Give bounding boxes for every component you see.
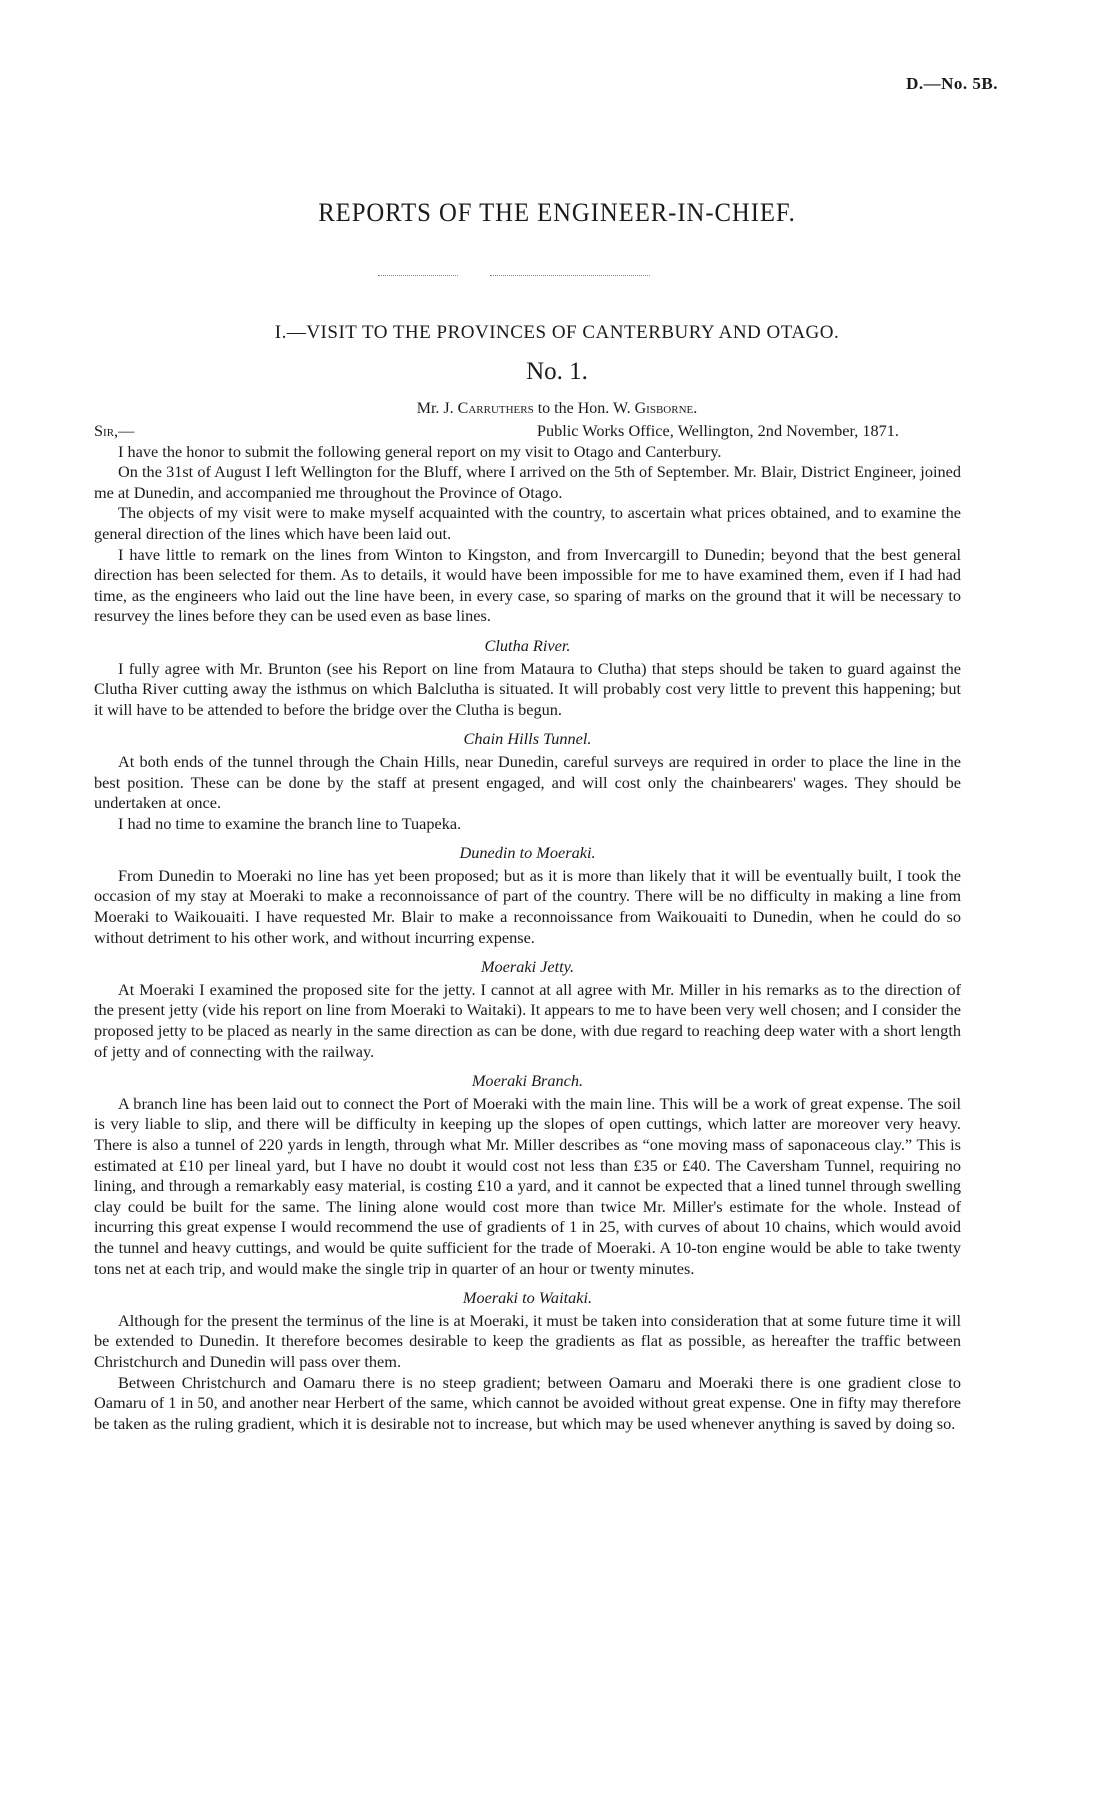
section-heading: Clutha River.	[484, 635, 571, 655]
paragraph: Although for the present the terminus of the line is at Moeraki, it must be taken into consideration that at some future time it will be extended to Dunedin. It therefore becomes desirable to keep the gradients as flat as possible, as hereafter the traffic between Christchurch and Dunedin will pass over them.	[94, 1310, 961, 1371]
letter-number: No. 1.	[526, 358, 588, 385]
section-heading: Dunedin to Moeraki.	[459, 843, 596, 863]
section-title: I.—VISIT TO THE PROVINCES OF CANTERBURY AND OTAGO.	[274, 322, 840, 343]
paragraph: On the 31st of August I left Wellington for the Bluff, where I arrived on the 5th of September. Mr. Blair, District Engineer, joined me at Dunedin, and accompanied me throughout the Province of Otago.	[94, 462, 961, 502]
section-heading: Moeraki to Waitaki.	[462, 1288, 593, 1308]
paragraph: I have the honor to submit the following general report on my visit to Otago and Canterbury.	[118, 441, 722, 461]
letter-body	[94, 421, 961, 1434]
paragraph: Between Christchurch and Oamaru there is no steep gradient; between Oamaru and Moeraki there is one gradient close to Oamaru of 1 in 50, and another near Herbert of the same, which cannot be avoided without great expense. One in fifty may therefore be taken as the ruling gradient, which it is desirable not to increase, but which may be used whenever anything is saved by doing so.	[94, 1372, 961, 1433]
paragraph: I had no time to examine the branch line to Tuapeka.	[118, 813, 462, 833]
document-reference: D.—No. 5B.	[906, 74, 998, 93]
paragraph: From Dunedin to Moeraki no line has yet been proposed; but as it is more than likely that it will be eventually built, I took the occasion of my stay at Moeraki to make a reconnoissance of part of the country. There will be no difficulty in making a line from Moeraki to Waikouaiti. I have requested Mr. Blair to make a reconnoissance from Waikouaiti to Dunedin, when he could do so without detriment to his other work, and without incurring expense.	[94, 865, 961, 947]
paragraph: A branch line has been laid out to connect the Port of Moeraki with the main line. This will be a work of great expense. The soil is very liable to slip, and there will be difficulty in keeping up the slopes of open cuttings, which latter are moreover very heavy. There is also a tunnel of 220 yards in length, through what Mr. Miller describes as “one moving mass of saponaceous clay.” This is estimated at £10 per lineal yard, but I have no doubt it would cost not less than £35 or £40. The Caversham Tunnel, requiring no lining, and through a remarkably easy material, is costing £10 a yard, and it cannot be expected that a lined tunnel through swelling clay could be built for the same. The lining alone would cost more than twice Mr. Miller's estimate for the whole. Instead of incurring this great expense I would recommend the use of gradients of 1 in 25, with curves of about 10 chains, which would avoid the tunnel and heavy cuttings, and would be quite sufficient for the trade of Moeraki. A 10-ton engine would be able to take twenty tons net at each trip, and would make the single trip in quarter of an hour or twenty minutes.	[94, 1093, 961, 1278]
correspondents-prefix: Mr. J.	[416, 400, 458, 417]
section-heading: Moeraki Jetty.	[480, 957, 575, 977]
correspondents-line	[0, 400, 1114, 418]
section-heading: Chain Hills Tunnel.	[463, 729, 592, 749]
paragraph: At both ends of the tunnel through the Chain Hills, near Dunedin, careful surveys are required in order to place the line in the best position. These can be done by the staff at present engaged, and will cost only the chainbearers' wages. They should be undertaken at once.	[94, 751, 961, 813]
correspondents-suffix: .	[693, 400, 698, 417]
section-heading: Moeraki Branch.	[471, 1071, 584, 1091]
title-divider-right	[490, 275, 650, 276]
sender-name: Carruthers	[457, 400, 534, 417]
title-divider-left	[378, 275, 458, 276]
document-title: REPORTS OF THE ENGINEER-IN-CHIEF.	[318, 198, 796, 227]
salutation: Sir,—	[94, 421, 135, 440]
paragraph: At Moeraki I examined the proposed site for the jetty. I cannot at all agree with Mr. Miller in his remarks as to the direction of the present jetty (vide his report on line from Moeraki to Waitaki). It appears to me to have been very well chosen; and I consider the proposed jetty to be placed as nearly in the same direction as can be done, with due regard to reaching deep water with a short length of jetty and of connecting with the railway.	[94, 979, 961, 1061]
paragraph: I have little to remark on the lines from Winton to Kingston, and from Invercargill to Dunedin; beyond that the best general direction has been selected for them. As to details, it would have been impossible for me to have examined them, even if I had had time, as the engineers who laid out the line have been, in every case, so sparing of marks on the ground that it will be necessary to resurvey the lines before they can be used even as base lines.	[94, 544, 961, 626]
paragraph: I fully agree with Mr. Brunton (see his Report on line from Mataura to Clutha) that steps should be taken to guard against the Clutha River cutting away the isthmus on which Balclutha is situated. It will probably cost very little to prevent this happening; but it will have to be attended to before the bridge over the Clutha is begun.	[94, 658, 961, 719]
dateline: Public Works Office, Wellington, 2nd November, 1871.	[536, 421, 899, 440]
salutation-line	[94, 421, 961, 442]
correspondents-middle: to the Hon. W.	[533, 400, 635, 417]
paragraph: The objects of my visit were to make myself acquainted with the country, to ascertain what prices obtained, and to examine the general direction of the lines which have been laid out.	[94, 503, 961, 543]
recipient-name: Gisborne	[634, 400, 694, 417]
